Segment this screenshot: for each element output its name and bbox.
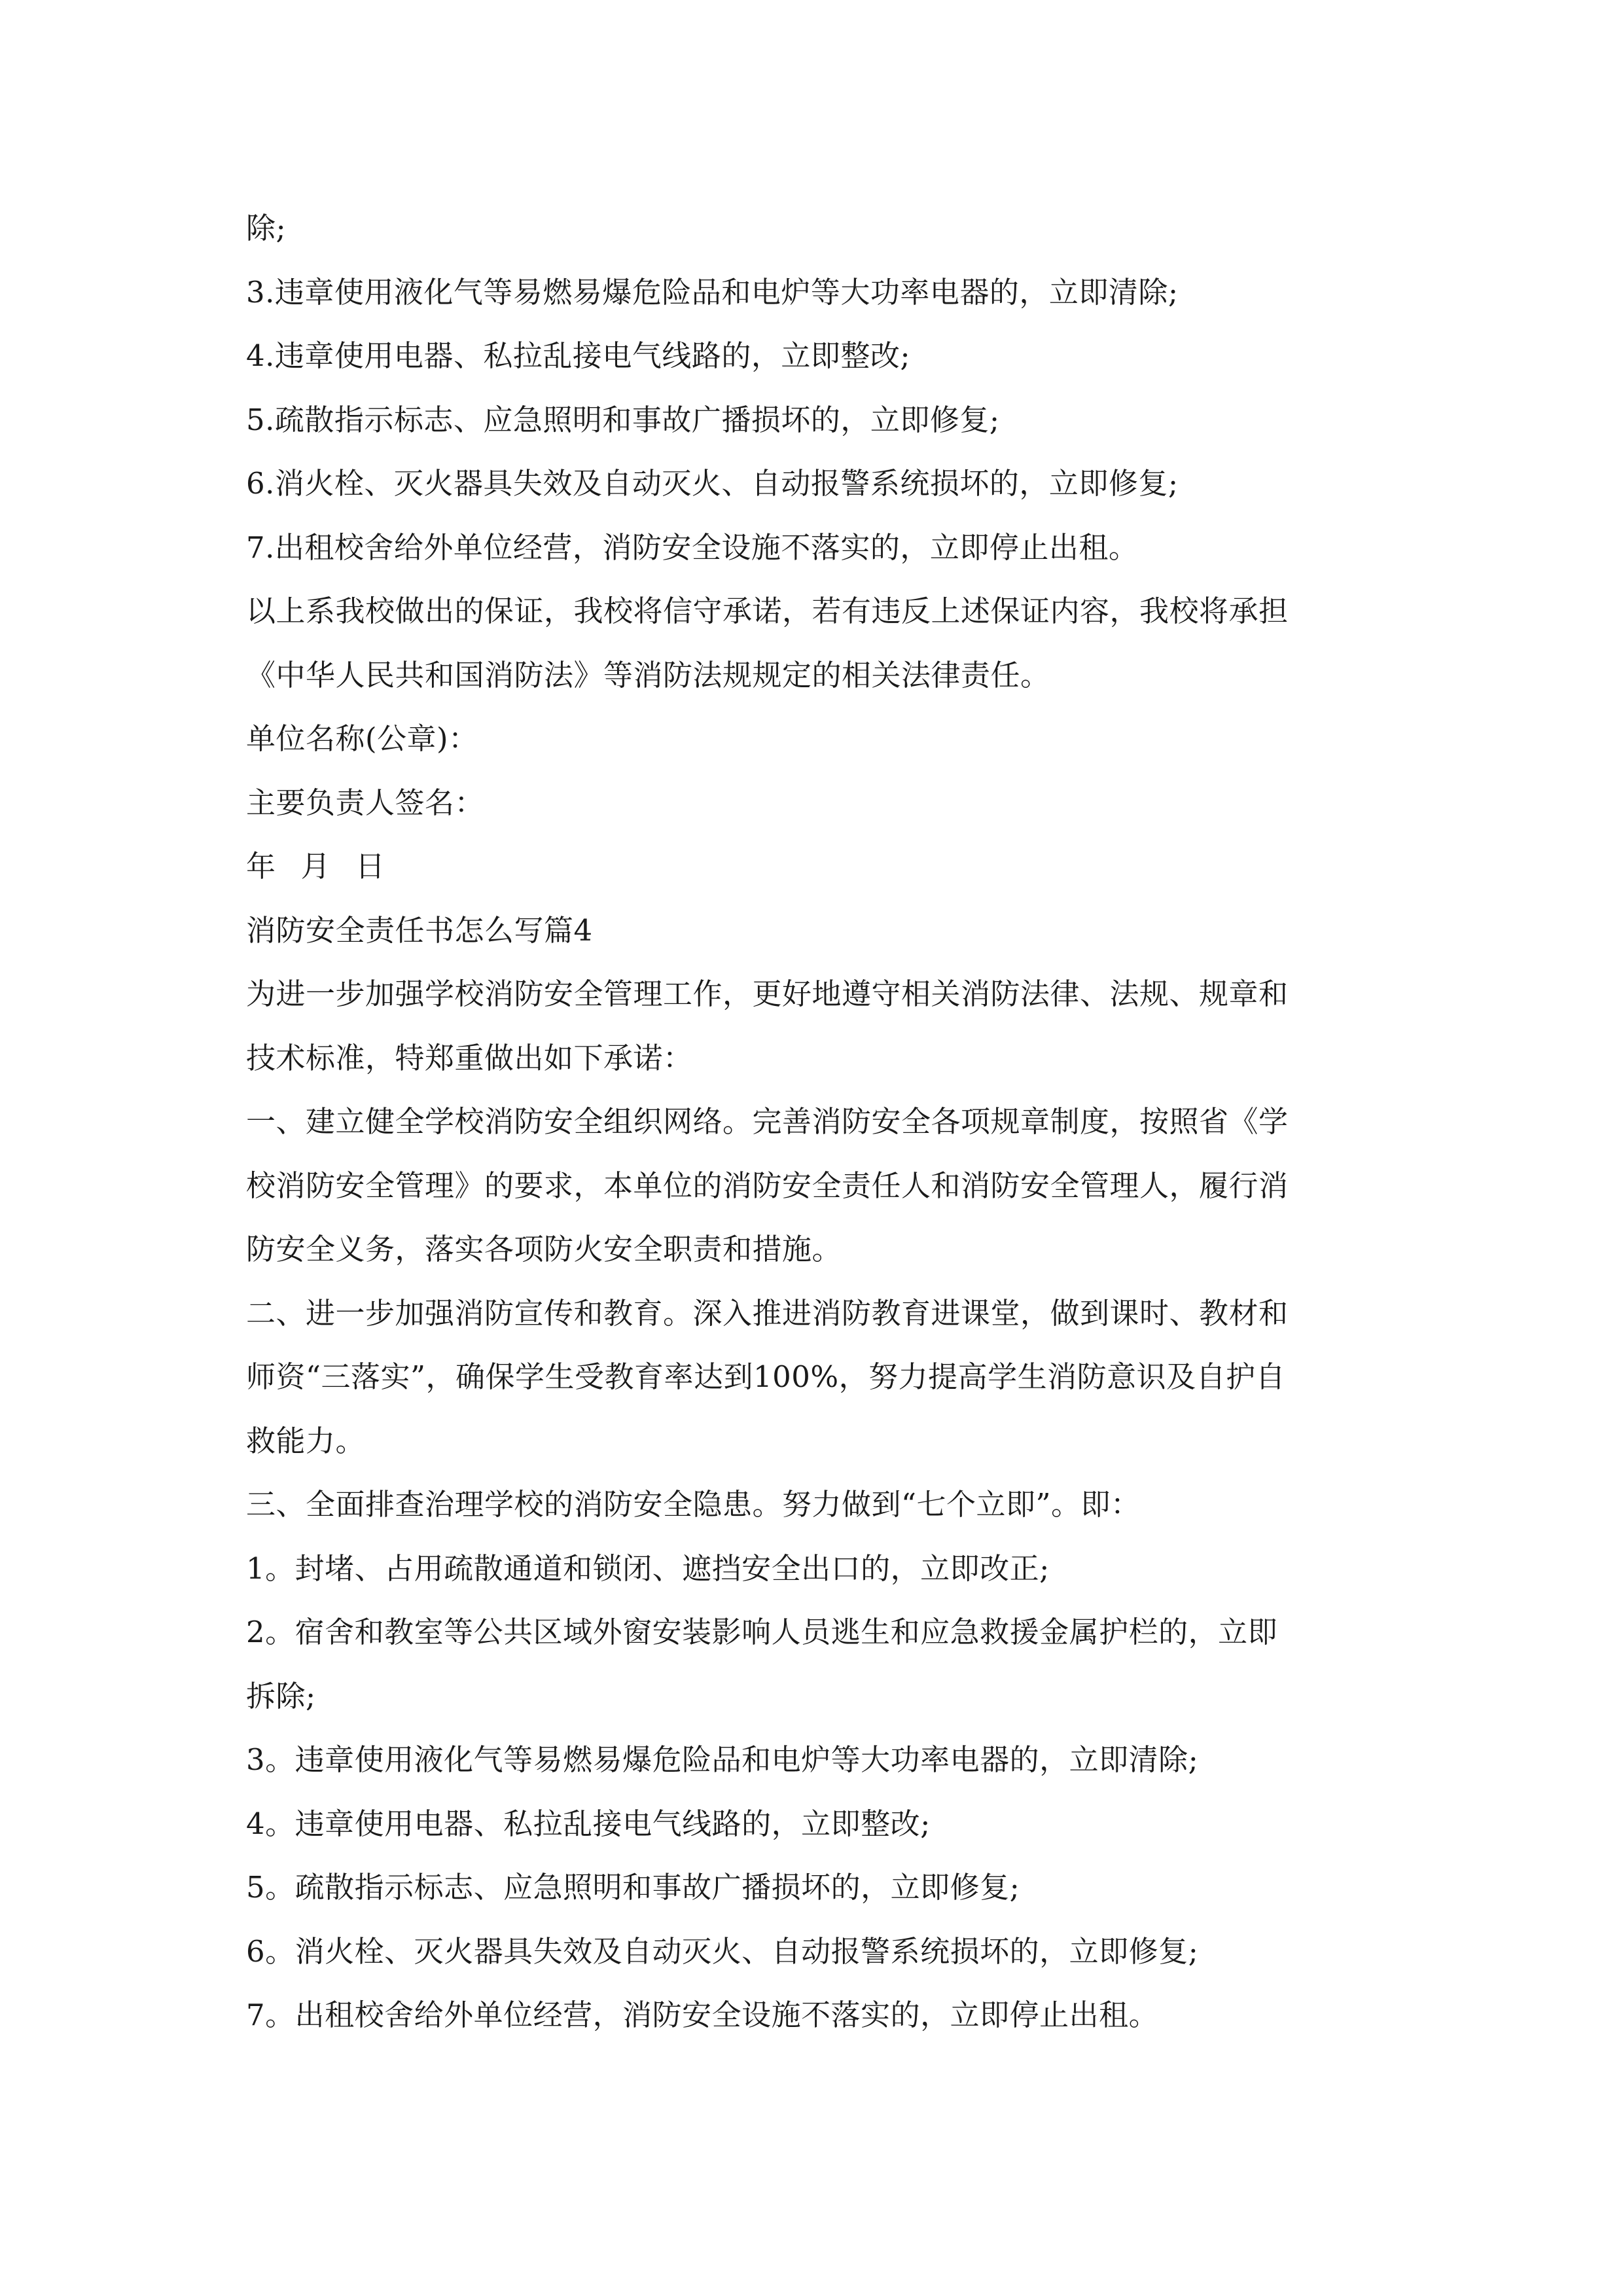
- text-line: 一、建立健全学校消防安全组织网络。完善消防安全各项规章制度，按照省《学: [246, 1104, 1289, 1139]
- date-year: 年: [246, 849, 276, 884]
- text-line: 5.疏散指示标志、应急照明和事故广播损坏的，立即修复;: [246, 402, 1000, 437]
- text-line: 校消防安全管理》的要求，本单位的消防安全责任人和消防安全管理人，履行消: [246, 1168, 1289, 1203]
- text-line: 5。疏散指示标志、应急照明和事故广播损坏的，立即修复;: [246, 1870, 1020, 1905]
- text-line: 为进一步加强学校消防安全管理工作，更好地遵守相关消防法律、法规、规章和: [246, 977, 1289, 1011]
- text-line: 6.消火栓、灭火器具失效及自动灭火、自动报警系统损坏的，立即修复;: [246, 466, 1179, 501]
- text-line: 《中华人民共和国消防法》等消防法规规定的相关法律责任。: [246, 657, 1050, 692]
- text-line: 2。宿舍和教室等公共区域外窗安装影响人员逃生和应急救援金属护栏的，立即: [246, 1615, 1278, 1649]
- date-month: 月: [300, 849, 331, 884]
- unit-name-line: 单位名称(公章)：: [246, 721, 478, 756]
- text-line: 救能力。: [246, 1423, 366, 1458]
- text-line: 7.出租校舍给外单位经营，消防安全设施不落实的，立即停止出租。: [246, 529, 1139, 565]
- document-body: [246, 196, 1385, 2047]
- text-line: 3。违章使用液化气等易燃易爆危险品和电炉等大功率电器的，立即清除;: [246, 1742, 1199, 1777]
- section-title: 消防安全责任书怎么写篇4: [246, 912, 593, 948]
- text-line: 除;: [246, 211, 287, 245]
- text-line: 3.违章使用液化气等易燃易爆危险品和电炉等大功率电器的，立即清除;: [246, 274, 1179, 310]
- text-line: 二、进一步加强消防宣传和教育。深入推进消防教育进课堂，做到课时、教材和: [246, 1295, 1289, 1331]
- text-line: 拆除;: [246, 1678, 316, 1713]
- text-line: 7。出租校舍给外单位经营，消防安全设施不落实的，立即停止出租。: [246, 1998, 1159, 2032]
- text-line: 以上系我校做出的保证，我校将信守承诺，若有违反上述保证内容，我校将承担: [246, 594, 1289, 628]
- text-line: 4.违章使用电器、私拉乱接电气线路的，立即整改;: [246, 338, 911, 373]
- text-line: 6。消火栓、灭火器具失效及自动灭火、自动报警系统损坏的，立即修复;: [246, 1933, 1199, 1969]
- text-line: 4。违章使用电器、私拉乱接电气线路的，立即整改;: [246, 1806, 931, 1841]
- date-day: 日: [355, 849, 385, 884]
- text-line: 三、全面排查治理学校的消防安全隐患。努力做到“七个立即”。即：: [246, 1487, 1141, 1522]
- text-line: 1。封堵、占用疏散通道和锁闭、遮挡安全出口的，立即改正;: [246, 1551, 1050, 1586]
- signature-line: 主要负责人签名：: [246, 785, 485, 820]
- text-line: 技术标准，特郑重做出如下承诺：: [246, 1040, 693, 1075]
- text-line: 师资“三落实”，确保学生受教育率达到100%，努力提高学生消防意识及自护自: [246, 1359, 1286, 1394]
- date-line: [246, 834, 1385, 899]
- text-line: 防安全义务，落实各项防火安全职责和措施。: [246, 1232, 842, 1266]
